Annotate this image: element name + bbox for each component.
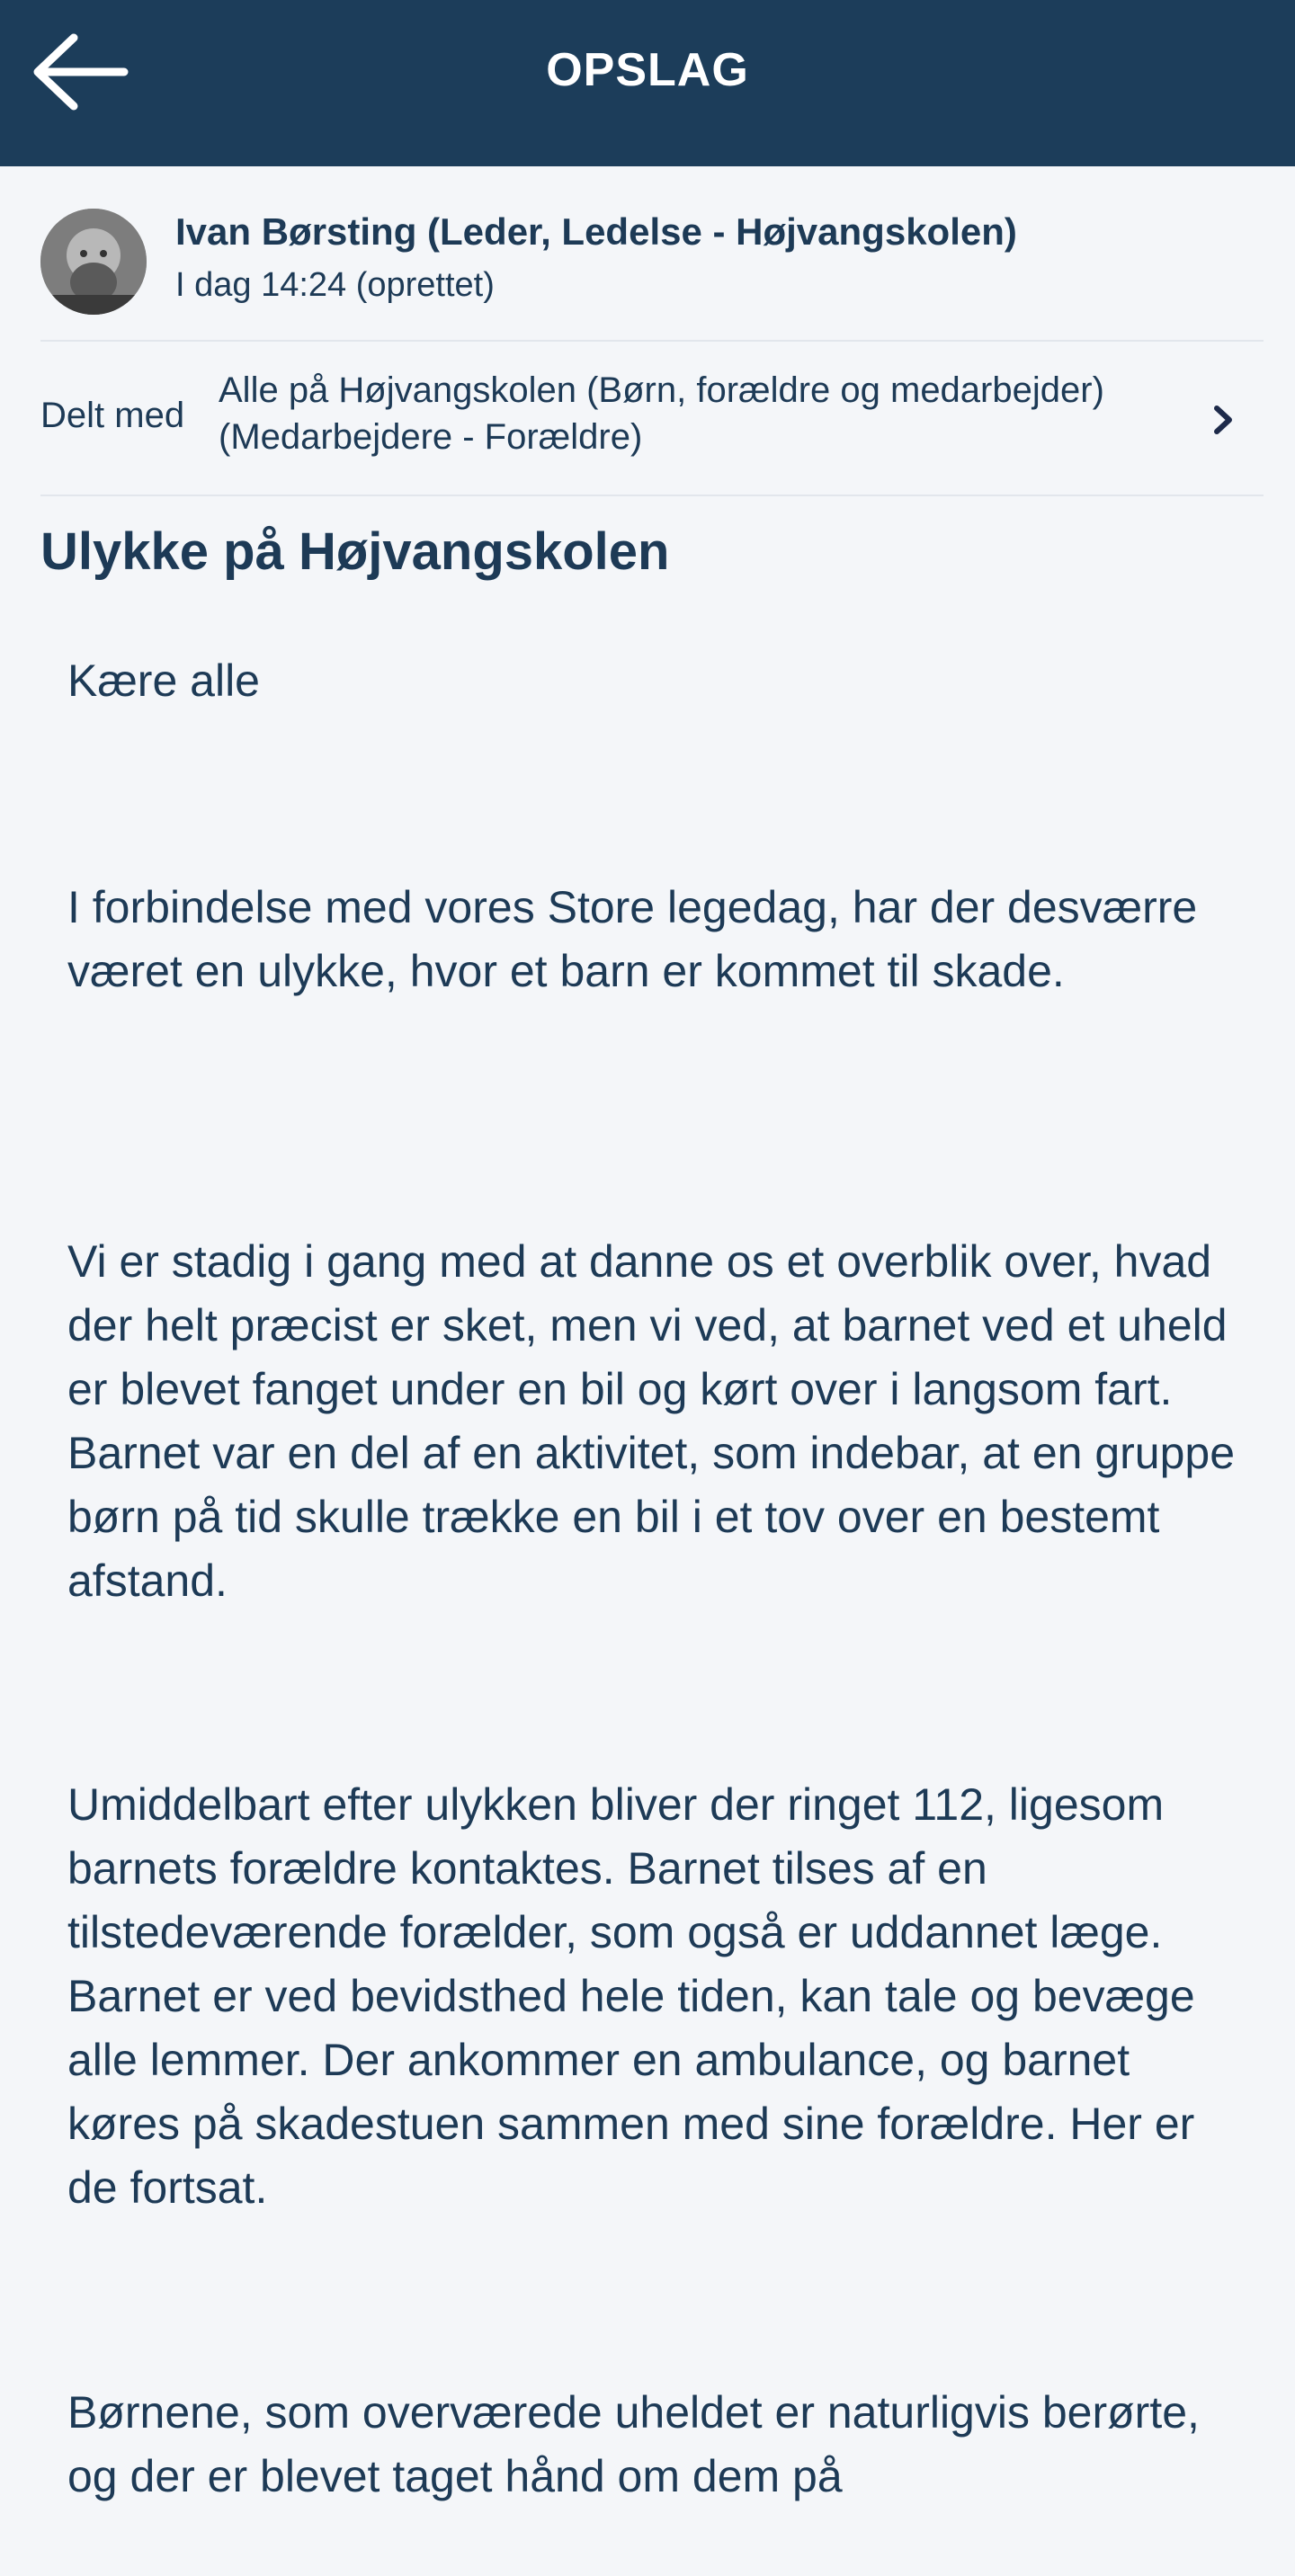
post-paragraph: Børnene, som overværede uheldet er naturligvis berørte, og der er blevet taget hånd om dem på xyxy=(67,2387,1200,2501)
shared-with-label: Delt med xyxy=(40,396,185,435)
author-name: Ivan Børsting (Leder, Ledelse - Højvangskolen) xyxy=(175,210,1017,253)
shared-with-row[interactable] xyxy=(40,360,1264,486)
page-title: OPSLAG xyxy=(546,44,749,96)
divider xyxy=(40,340,1264,342)
divider xyxy=(40,495,1264,496)
chevron-right-icon[interactable] xyxy=(1201,397,1246,442)
post-paragraph: I forbindelse med vores Store legedag, har der desværre været en ulykke, hvor et barn er kommet til skade. xyxy=(67,882,1198,996)
shared-with-audience: Alle på Højvangskolen (Børn, forældre og medarbejder) xyxy=(219,370,1104,410)
post-author xyxy=(40,205,1264,322)
post-paragraph: Umiddelbart efter ulykken bliver der ringet 112, ligesom barnets forældre kontaktes. Barnet tilses af en tilstedeværende forælder, som også er uddannet læge. Barnet er ved bevidsthed hele tiden, kan tale og bevæge alle lemmer. Der ankommer en ambulance, og barnet køres på skadestuen sammen med sine forældre. Her er de fortsat. xyxy=(67,1779,1195,2213)
post-paragraph: Vi er stadig i gang med at danne os et overblik over, hvad der helt præcist er sket, men vi ved, at barnet ved et uheld er blevet fanget under en bil og kørt over i langsom fart. Barnet var en del af en aktivitet, som indebar, at en gruppe børn på tid skulle trække en bil i et tov over en bestemt afstand. xyxy=(67,1236,1236,1606)
post-paragraph: Kære alle xyxy=(67,655,260,706)
top-app-bar xyxy=(0,0,1295,166)
post-timestamp: I dag 14:24 (oprettet) xyxy=(175,266,495,304)
post-title: Ulykke på Højvangskolen xyxy=(40,522,670,581)
shared-with-groups: (Medarbejdere - Forældre) xyxy=(219,417,643,457)
avatar xyxy=(40,209,147,315)
